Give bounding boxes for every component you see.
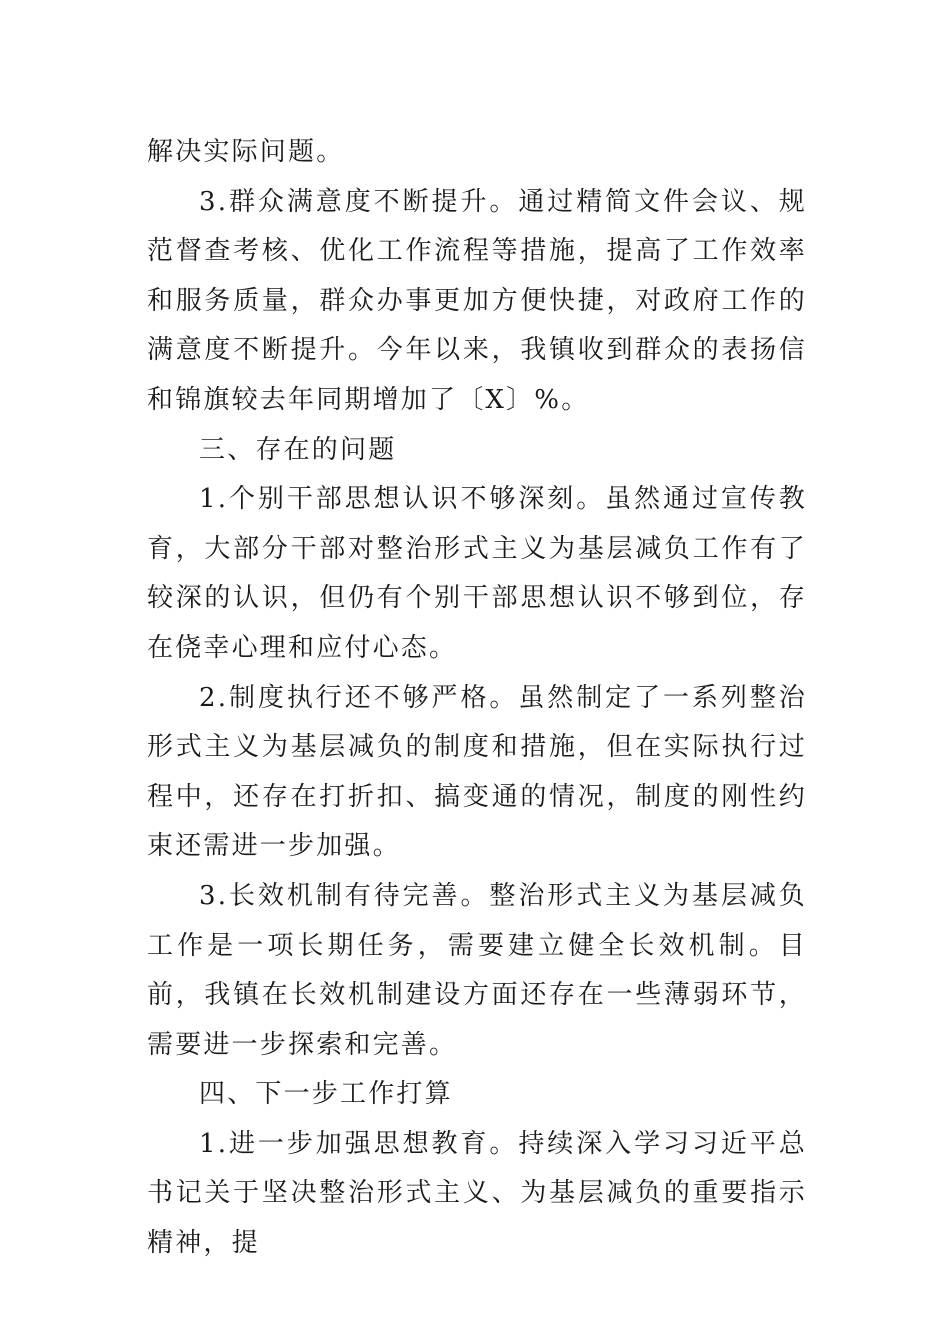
paragraph-problem-2: 2.制度执行还不够严格。虽然制定了一系列整治形式主义为基层减负的制度和措施，但在实际执行过程中，还存在打折扣、搞变通的情况，制度的刚性约束还需进一步加强。 (147, 682, 807, 862)
paragraph-problem-3: 3.长效机制有待完善。整治形式主义为基层减负工作是一项长期任务，需要建立健全长效机制。目前，我镇在长效机制建设方面还存在一些薄弱环节，需要进一步探索和完善。 (147, 880, 807, 1060)
paragraph-continuation: 解决实际问题。 (147, 137, 345, 167)
paragraph-satisfaction: 3.群众满意度不断提升。通过精简文件会议、规范督查考核、优化工作流程等措施，提高了工作效率和服务质量，群众办事更加方便快捷，对政府工作的满意度不断提升。今年以来，我镇收到群众的表扬信和锦旗较去年同期增加了〔X〕%。 (147, 186, 807, 415)
section-heading-problems: 三、存在的问题 (199, 434, 397, 465)
section-heading-next-steps: 四、下一步工作打算 (199, 1079, 453, 1110)
paragraph-problem-1: 1.个别干部思想认识不够深刻。虽然通过宣传教育，大部分干部对整治形式主义为基层减负工作有了较深的认识，但仍有个别干部思想认识不够到位，存在侥幸心理和应付心态。 (147, 484, 807, 663)
document-body (147, 128, 807, 1269)
paragraph-next-step-1: 1.进一步加强思想教育。持续深入学习习近平总书记关于坚决整治形式主义、为基层减负的重要指示精神，提 (147, 1128, 807, 1259)
